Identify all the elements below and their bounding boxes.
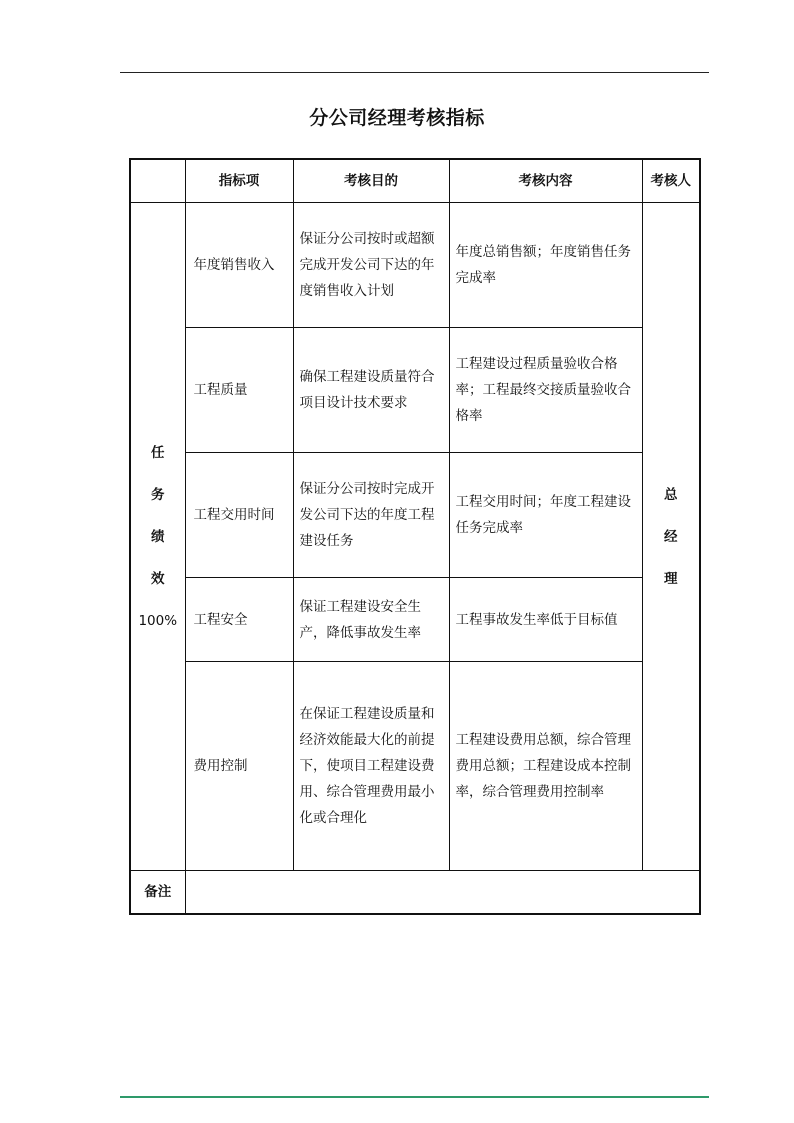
purpose-cell: 保证工程建设安全生产，降低事故发生率 <box>293 578 449 662</box>
category-char: 务 <box>151 486 165 503</box>
assessor-char: 理 <box>664 570 678 587</box>
category-char: 绩 <box>151 528 165 545</box>
category-cell <box>130 203 185 871</box>
header-blank <box>130 159 185 203</box>
indicator-cell: 年度销售收入 <box>185 203 293 328</box>
table-row <box>130 662 700 871</box>
assessor-char: 总 <box>664 486 678 503</box>
table-row <box>130 453 700 578</box>
table-row <box>130 578 700 662</box>
assessor-cell <box>642 203 700 871</box>
page-title: 分公司经理考核指标 <box>309 107 485 129</box>
purpose-cell: 在保证工程建设质量和经济效能最大化的前提下，使项目工程建设费用、综合管理费用最小化或合理化 <box>293 662 449 871</box>
table-row <box>130 203 700 328</box>
indicator-cell: 工程质量 <box>185 328 293 453</box>
indicator-cell: 工程交用时间 <box>185 453 293 578</box>
header-purpose: 考核目的 <box>293 159 449 203</box>
notes-row <box>130 871 700 914</box>
content-cell: 工程建设过程质量验收合格率；工程最终交接质量验收合格率 <box>449 328 642 453</box>
notes-label: 备注 <box>130 871 185 914</box>
notes-value <box>185 871 700 914</box>
table-header-row <box>130 159 700 203</box>
category-percent: 100% <box>138 612 178 629</box>
content-cell: 年度总销售额；年度销售任务完成率 <box>449 203 642 328</box>
content-cell: 工程建设费用总额，综合管理费用总额；工程建设成本控制率，综合管理费用控制率 <box>449 662 642 871</box>
header-assessor: 考核人 <box>642 159 700 203</box>
category-char: 任 <box>151 444 165 461</box>
indicator-cell: 工程安全 <box>185 578 293 662</box>
header-content: 考核内容 <box>449 159 642 203</box>
assessor-char: 经 <box>664 528 678 545</box>
indicator-cell: 费用控制 <box>185 662 293 871</box>
table-row <box>130 328 700 453</box>
purpose-cell: 保证分公司按时或超额完成开发公司下达的年度销售收入计划 <box>293 203 449 328</box>
category-char: 效 <box>151 570 165 587</box>
kpi-table <box>129 158 701 915</box>
content-cell: 工程交用时间；年度工程建设任务完成率 <box>449 453 642 578</box>
footer-rule <box>120 1096 709 1098</box>
header-rule <box>120 72 709 73</box>
purpose-cell: 保证分公司按时完成开发公司下达的年度工程建设任务 <box>293 453 449 578</box>
purpose-cell: 确保工程建设质量符合项目设计技术要求 <box>293 328 449 453</box>
content-cell: 工程事故发生率低于目标值 <box>449 578 642 662</box>
header-indicator: 指标项 <box>185 159 293 203</box>
